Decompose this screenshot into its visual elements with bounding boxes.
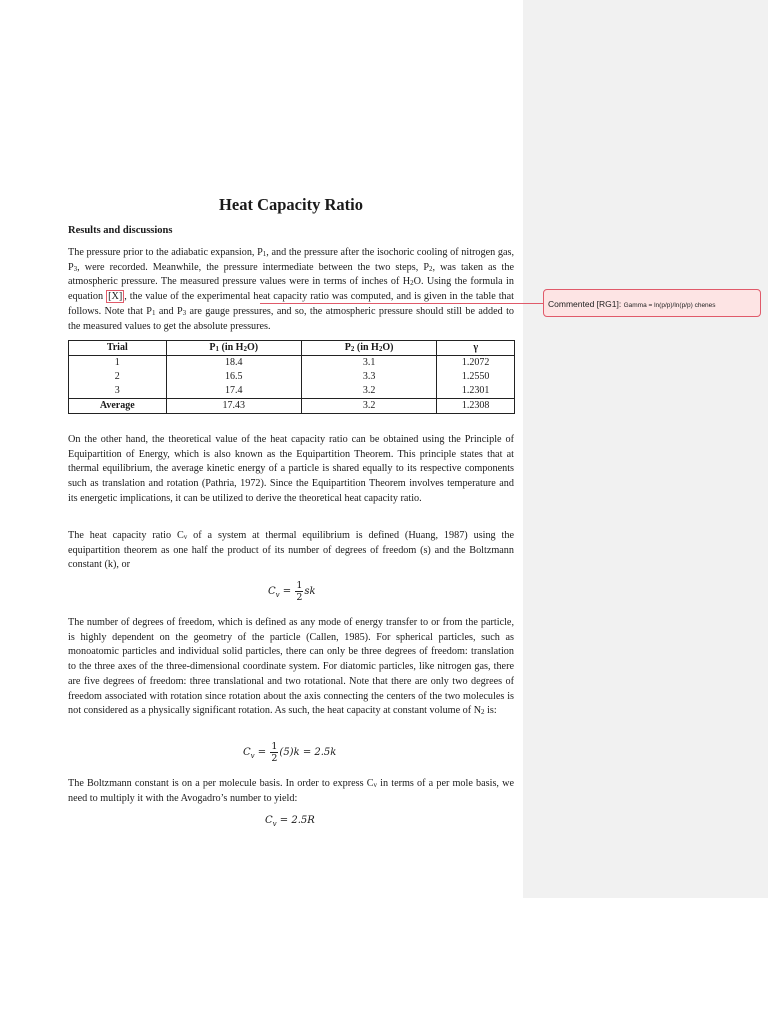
cell-trial: 2 (69, 370, 167, 384)
cell-trial: 1 (69, 356, 167, 371)
comment-text: Gamma = ln(p/p)/ln(p/p) chenes (623, 302, 716, 309)
paragraph-heat-capacity-definition: The heat capacity ratio $C_v$ of a system at thermal equilibrium is defined (Huang, 1987) using the equipartition theorem as one half the product of its number of degrees of freedom (s) and the Boltzmann constant (k), or (68, 530, 514, 571)
cell-gamma: 1.2301 (437, 384, 515, 399)
header-gamma: γ (437, 341, 515, 356)
cell-gamma: 1.2072 (437, 356, 515, 371)
table-header-row (69, 341, 515, 356)
paragraph-boltzmann: The Boltzmann constant is on a per molecule basis. In order to express $C_v$ in terms of a per mole basis, we need to multiply it with the Avogadro’s number to yield: (68, 778, 514, 804)
document-title: Heat Capacity Ratio (219, 195, 363, 214)
cell-trial: Average (69, 399, 167, 414)
table-row (69, 370, 515, 384)
cell-p1: 17.4 (166, 384, 301, 399)
table-average-row (69, 399, 515, 414)
comment-margin-pane (523, 0, 768, 898)
table-row (69, 384, 515, 399)
equation-reference[interactable]: [X] (108, 291, 123, 303)
cell-gamma: 1.2550 (437, 370, 515, 384)
cell-p2: 3.2 (301, 399, 436, 414)
equation-cv-nitrogen: $C_v$ = $\frac{1}{2}$ (5)k = 2.5k (243, 741, 337, 764)
cell-p2: 3.3 (301, 370, 436, 384)
comment-label: Commented [RG1]: (548, 299, 624, 309)
pressure-data-table (68, 340, 515, 414)
cell-trial: 3 (69, 384, 167, 399)
cell-gamma: 1.2308 (437, 399, 515, 414)
paragraph-degrees-of-freedom: The number of degrees of freedom, which is defined as any mode of energy transfer to or from the particle, is highly dependent on the geometry of the particle (Callen, 1985). For spherical particles, such as monoatomic particles and individual solid particles, there can only be three degrees of freedom: translation to the three axes of the three-dimensional coordinate system. For diatomic particles, like nitrogen gas, there are five degrees of freedom: three translational and two rotational. Note that there are only two degrees of freedom associated with rotation since rotation about the axis connecting the centers of the two molecules is not considered as a physically significant rotation. As such, the heat capacity at constant volume of $N_2$ is: (68, 617, 514, 717)
section-heading: Results and discussions (68, 225, 173, 236)
cell-p1: 18.4 (166, 356, 301, 371)
equation-cv-molar: $C_v = 2.5R$ (265, 815, 315, 828)
cell-p2: 3.1 (301, 356, 436, 371)
paragraph-pressure-intro: The pressure prior to the adiabatic expansion, $P_1$, and the pressure after the isochoric cooling of nitrogen gas, $P_3$, were recorded. Meanwhile, the pressure intermediate between the two steps, $P_2$, was taken as the atmospheric pressure. The measured pressure values were in terms of inches of $H_2O$. Using the formula in equation [X] , the value of the experimental heat capacity ratio was computed, and is given in the table that follows. Note that $P_1$ and $P_3$ are gauge pressures, and so, the atmospheric pressure should still be added to the measured values to get the absolute pressures. (68, 247, 515, 332)
cell-p1: 16.5 (166, 370, 301, 384)
header-trial: Trial (69, 341, 167, 356)
cell-p2: 3.2 (301, 384, 436, 399)
comment-balloon[interactable] (543, 289, 761, 317)
equation-cv-sk: $C_v$ = $\frac{1}{2}$ sk (268, 580, 316, 603)
table-row (69, 356, 515, 371)
header-p1: $P_1$ (in $H_2O$) (166, 341, 301, 356)
header-p2: $P_2$ (in $H_2O$) (301, 341, 436, 356)
cell-p1: 17.43 (166, 399, 301, 414)
paragraph-equipartition: On the other hand, the theoretical value of the heat capacity ratio can be obtained using the Principle of Equipartition of Energy, which is also known as the Equipartition Theorem. This principle states that at thermal equilibrium, the average kinetic energy of a particle is shared equally to its respective components such as translation and rotation (Pathria, 1972). Since the Equipartition Theorem involves temperature and its energetic implications, it can be utilized to derive the theoretical heat capacity ratio. (68, 434, 514, 504)
